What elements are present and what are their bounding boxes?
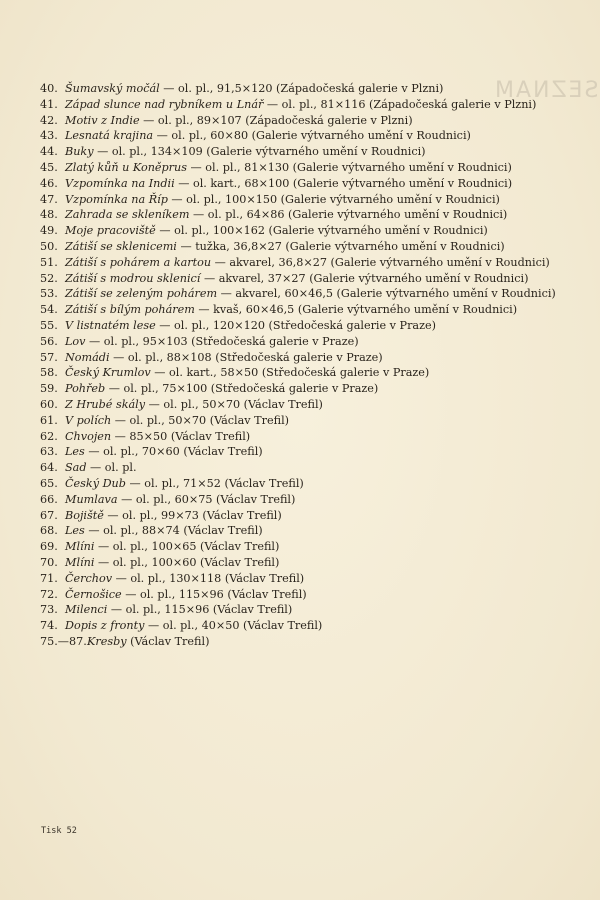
entry-number: 60. [40, 397, 58, 411]
entry-title: Zlatý kůň u Koněprus [65, 160, 187, 174]
entry-number: 64. [40, 461, 58, 475]
catalogue-entry-41 [40, 97, 572, 113]
entry-detail: — ol. pl., 64×86 (Galerie výtvarného umění v Roudnici) [189, 208, 508, 222]
entry-detail: — ol. kart., 58×50 (Středočeská galerie v Praze) [150, 366, 430, 380]
entry-detail: — ol. pl., 70×60 (Václav Trefil) [84, 445, 263, 459]
entry-title: Západ slunce nad rybníkem u Lnář [65, 97, 264, 111]
entry-number: 53. [40, 287, 58, 301]
catalogue-entry-59 [40, 381, 572, 397]
entry-detail: — ol. kart., 68×100 (Galerie výtvarného umění v Roudnici) [174, 176, 513, 190]
catalogue-entry-66 [40, 492, 572, 508]
catalogue-entry-44 [40, 144, 572, 160]
catalogue-entry-70 [40, 555, 572, 571]
catalogue-entry-75-87 [40, 634, 572, 650]
catalogue-entry-46 [40, 176, 572, 192]
entry-detail: — ol. pl., 100×150 (Galerie výtvarného umění v Roudnici) [167, 192, 500, 206]
entry-detail: — ol. pl., 88×108 (Středočeská galerie v Praze) [109, 350, 383, 364]
entry-number: 50. [40, 239, 58, 253]
entry-number: 51. [40, 255, 58, 269]
entry-title: Mumlava [65, 492, 118, 506]
entry-number: 52. [40, 271, 58, 285]
entry-title: Les [65, 524, 85, 538]
entry-title: Český Dub [65, 476, 126, 490]
entry-detail: — ol. pl., 100×162 (Galerie výtvarného umění v Roudnici) [155, 224, 488, 238]
catalogue-entry-45 [40, 160, 572, 176]
catalogue-entry-71 [40, 571, 572, 587]
catalogue-entry-51 [40, 255, 572, 271]
catalogue-entry-67 [40, 508, 572, 524]
entry-number: 54. [40, 303, 58, 317]
entry-number: 71. [40, 571, 58, 585]
entry-number: 42. [40, 113, 58, 127]
entry-number: 73. [40, 603, 58, 617]
entry-number: 56. [40, 334, 58, 348]
entry-number: 47. [40, 192, 58, 206]
entry-number: 44. [40, 145, 58, 159]
entry-number: 72. [40, 587, 58, 601]
entry-detail: — ol. pl., 100×65 (Václav Trefil) [94, 540, 280, 554]
catalogue-entry-50 [40, 239, 572, 255]
entry-detail: — ol. pl., 120×120 (Středočeská galerie v Praze) [155, 318, 436, 332]
entry-title: Pohřeb [65, 382, 106, 396]
entry-number: 57. [40, 350, 58, 364]
entry-detail: — ol. pl., 89×107 (Západočeská galerie v Plzni) [139, 113, 413, 127]
entry-title: Z Hrubé skály [65, 397, 146, 411]
entry-number: 46. [40, 176, 58, 190]
entry-title: V listnatém lese [65, 318, 156, 332]
catalogue-entry-40 [40, 81, 572, 97]
entry-title: Nomádi [65, 350, 110, 364]
entry-title: Zahrada se skleníkem [65, 208, 190, 222]
entry-number: 55. [40, 318, 58, 332]
entry-title: Šumavský močál [65, 82, 160, 95]
entry-number: 41. [40, 97, 58, 111]
catalogue-entry-65 [40, 476, 572, 492]
entry-title: Sad [65, 461, 87, 475]
entry-title: Zátiší se sklenicemi [65, 239, 177, 253]
catalogue-entry-68 [40, 523, 572, 539]
entry-title: Zátiší s bílým pohárem [65, 303, 195, 317]
catalogue-entry-42 [40, 113, 572, 129]
entry-title: Moje pracoviště [65, 224, 156, 238]
entry-detail: — akvarel, 36,8×27 (Galerie výtvarného umění v Roudnici) [211, 255, 550, 269]
catalogue-entry-72 [40, 587, 572, 603]
entry-number: 40. [40, 82, 58, 95]
bleed-through-heading: SEZNAM [492, 78, 598, 103]
entry-title: Buky [65, 145, 94, 159]
entry-title: Les [65, 445, 85, 459]
entry-title: Černošice [65, 587, 122, 601]
entry-number: 70. [40, 555, 58, 569]
entry-title: Kresby [87, 634, 127, 648]
print-code: Tisk 52 [41, 826, 77, 836]
entry-number: 75.—87. [40, 634, 87, 648]
entry-detail: — kvaš, 60×46,5 (Galerie výtvarného umění v Roudnici) [194, 303, 518, 317]
entry-detail: — ol. pl., 115×96 (Václav Trefil) [107, 603, 293, 617]
catalogue-entry-74 [40, 618, 572, 634]
entry-detail: — ol. pl., 91,5×120 (Západočeská galerie v Plzni) [159, 82, 444, 95]
catalogue-entry-54 [40, 302, 572, 318]
entry-detail: — ol. pl., 50×70 (Václav Trefil) [111, 413, 290, 427]
entry-detail: — ol. pl., 75×100 (Středočeská galerie v Praze) [105, 382, 379, 396]
entry-number: 49. [40, 224, 58, 238]
catalogue-entry-61 [40, 413, 572, 429]
entry-title: Lov [65, 334, 86, 348]
entry-detail: — ol. pl., 130×118 (Václav Trefil) [112, 571, 305, 585]
entry-number: 74. [40, 619, 58, 633]
entry-detail: — ol. pl., 88×74 (Václav Trefil) [84, 524, 263, 538]
entry-detail: — ol. pl., 40×50 (Václav Trefil) [144, 619, 323, 633]
entry-title: Zátiší se zeleným pohárem [65, 287, 218, 301]
entry-number: 66. [40, 492, 58, 506]
catalogue-entry-48 [40, 207, 572, 223]
catalogue-entry-55 [40, 318, 572, 334]
catalogue-entry-53 [40, 286, 572, 302]
entry-number: 63. [40, 445, 58, 459]
catalogue-entry-47 [40, 192, 572, 208]
entry-number: 59. [40, 382, 58, 396]
entry-title: V polích [65, 413, 112, 427]
entry-detail: (Václav Trefil) [126, 634, 210, 648]
entry-detail: — ol. pl., 60×80 (Galerie výtvarného umění v Roudnici) [153, 129, 471, 143]
entry-title: Český Krumlov [65, 366, 151, 380]
entry-number: 62. [40, 429, 58, 443]
entry-detail: — ol. pl., 81×116 (Západočeská galerie v Plzni) [263, 97, 537, 111]
entry-title: Mlíni [65, 555, 95, 569]
entry-number: 69. [40, 540, 58, 554]
entry-number: 58. [40, 366, 58, 380]
entry-detail: — tužka, 36,8×27 (Galerie výtvarného umění v Roudnici) [176, 239, 505, 253]
entry-number: 67. [40, 508, 58, 522]
entry-title: Vzpomínka na Říp [65, 192, 168, 206]
entry-title: Lesnatá krajina [65, 129, 154, 143]
entry-detail: — akvarel, 60×46,5 (Galerie výtvarného umění v Roudnici) [217, 287, 556, 301]
entry-number: 43. [40, 129, 58, 143]
entry-detail: — 85×50 (Václav Trefil) [111, 429, 251, 443]
entry-title: Motiv z Indie [65, 113, 140, 127]
entry-title: Milenci [65, 603, 108, 617]
entry-title: Mlíni [65, 540, 95, 554]
catalogue-entry-69 [40, 539, 572, 555]
entry-title: Chvojen [65, 429, 112, 443]
entry-detail: — ol. pl., 115×96 (Václav Trefil) [121, 587, 307, 601]
entry-detail: — ol. pl., 95×103 (Středočeská galerie v Praze) [85, 334, 359, 348]
entry-title: Zátiší s modrou sklenicí [65, 271, 201, 285]
catalogue-entry-60 [40, 397, 572, 413]
entry-detail: — ol. pl., 81×130 (Galerie výtvarného umění v Roudnici) [186, 160, 512, 174]
entry-number: 45. [40, 160, 58, 174]
catalogue-entry-58 [40, 365, 572, 381]
entry-detail: — ol. pl., 50×70 (Václav Trefil) [145, 397, 323, 411]
catalogue-entry-63 [40, 444, 572, 460]
catalogue-entry-62 [40, 429, 572, 445]
entry-number: 65. [40, 476, 58, 490]
entry-title: Bojiště [65, 508, 104, 522]
catalogue-entry-52 [40, 271, 572, 287]
catalogue-entry-49 [40, 223, 572, 239]
entry-detail: — akvarel, 37×27 (Galerie výtvarného umění v Roudnici) [200, 271, 529, 285]
entry-number: 61. [40, 413, 58, 427]
entry-detail: — ol. pl., 134×109 (Galerie výtvarného umění v Roudnici) [93, 145, 426, 159]
catalogue-entry-73 [40, 602, 572, 618]
entry-number: 48. [40, 208, 58, 222]
entry-detail: — ol. pl. [86, 461, 137, 475]
entry-title: Zátiší s pohárem a kartou [65, 255, 212, 269]
entry-detail: — ol. pl., 60×75 (Václav Trefil) [117, 492, 296, 506]
entry-number: 68. [40, 524, 58, 538]
catalogue-list [40, 81, 572, 650]
entry-detail: — ol. pl., 100×60 (Václav Trefil) [94, 555, 280, 569]
catalogue-entry-64 [40, 460, 572, 476]
entry-title: Čerchov [65, 571, 113, 585]
entry-detail: — ol. pl., 99×73 (Václav Trefil) [103, 508, 282, 522]
entry-title: Vzpomínka na Indii [65, 176, 175, 190]
entry-title: Dopis z fronty [65, 619, 145, 633]
catalogue-entry-57 [40, 350, 572, 366]
entry-detail: — ol. pl., 71×52 (Václav Trefil) [125, 476, 304, 490]
catalogue-entry-56 [40, 334, 572, 350]
catalogue-entry-43 [40, 128, 572, 144]
